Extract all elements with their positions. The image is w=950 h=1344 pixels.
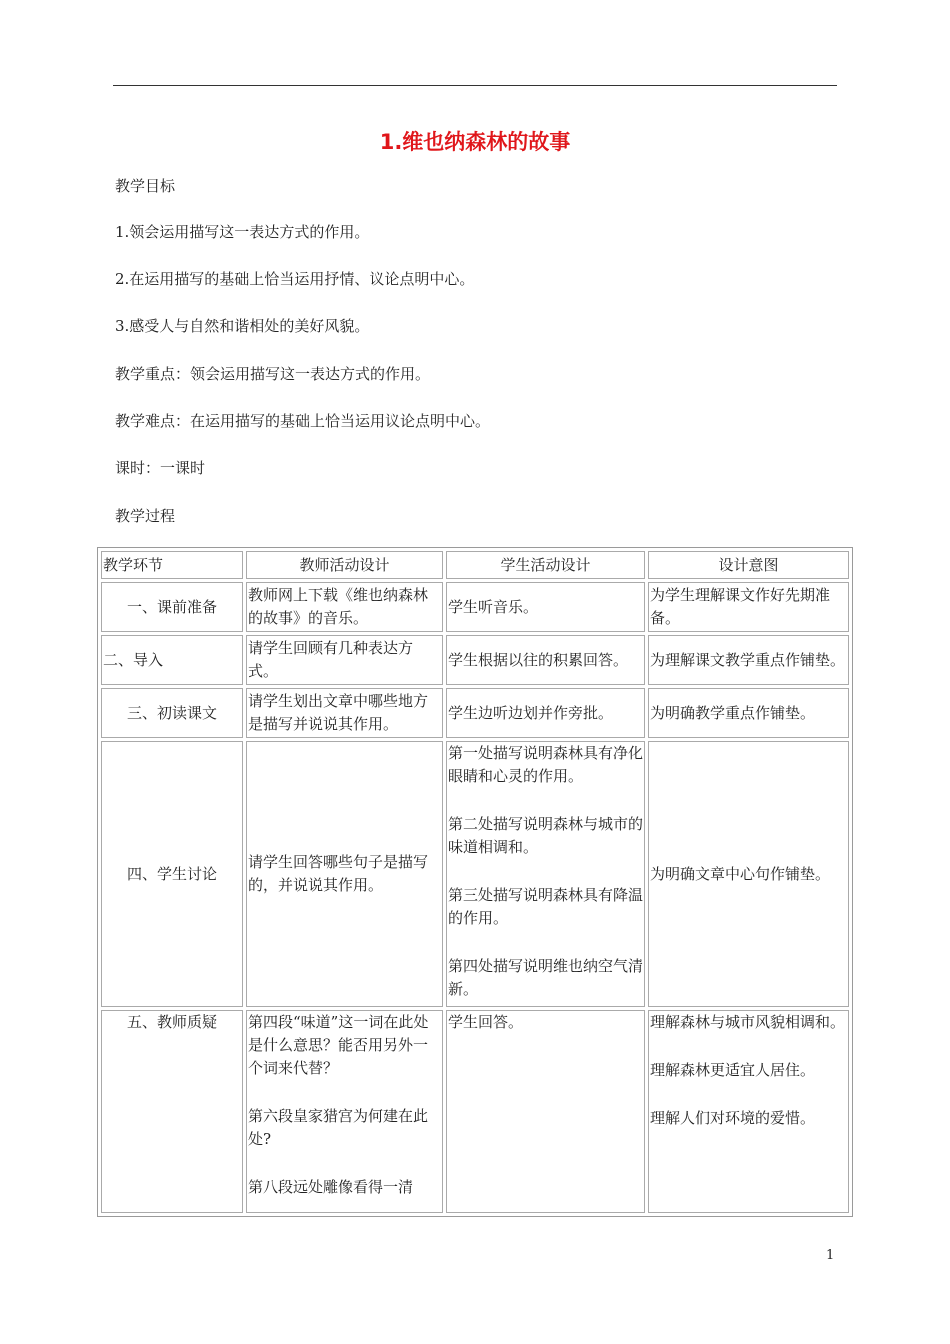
student-cell: 学生回答。 — [446, 1010, 645, 1213]
header-intent: 设计意图 — [648, 551, 849, 579]
table-header-row — [101, 551, 849, 579]
student-answer-3: 第三处描写说明森林具有降温的作用。 — [448, 886, 644, 927]
header-rule — [113, 85, 837, 86]
teacher-cell: 请学生回答哪些句子是描写的，并说说其作用。 — [246, 741, 443, 1007]
header-student: 学生活动设计 — [446, 551, 645, 579]
stage-cell: 五、教师质疑 — [101, 1010, 243, 1213]
stage-cell: 一、课前准备 — [101, 582, 243, 632]
teacher-cell: 请学生回顾有几种表达方式。 — [246, 635, 443, 685]
student-cell: 学生边听边划并作旁批。 — [446, 688, 645, 738]
header-stage: 教学环节 — [101, 551, 243, 579]
teacher-question-2: 第六段皇家猎宫为何建在此处? — [248, 1107, 429, 1148]
student-cell: 学生听音乐。 — [446, 582, 645, 632]
difficult-point: 教学难点：在运用描写的基础上恰当运用议论点明中心。 — [115, 412, 491, 430]
student-answer-1: 第一处描写说明森林具有净化眼睛和心灵的作用。 — [448, 744, 644, 785]
lesson-table — [97, 547, 853, 1217]
document-title: 1.维也纳森林的故事 — [379, 130, 571, 154]
teacher-question-3: 第八段远处雕像看得一清 — [248, 1178, 414, 1196]
intent-cell: 为明确教学重点作铺垫。 — [648, 688, 849, 738]
intent-cell: 为理解课文教学重点作铺垫。 — [648, 635, 849, 685]
student-cell — [446, 741, 645, 1007]
stage-cell: 三、初读课文 — [101, 688, 243, 738]
goal-item-2: 2.在运用描写的基础上恰当运用抒情、议论点明中心。 — [115, 270, 475, 288]
page-number: 1 — [826, 1248, 835, 1263]
table-row — [101, 635, 849, 685]
student-answer-4: 第四处描写说明维也纳空气清新。 — [448, 957, 644, 998]
table-row — [101, 688, 849, 738]
intent-item-3: 理解人们对环境的爱惜。 — [650, 1109, 816, 1127]
goal-item-3: 3.感受人与自然和谐相处的美好风貌。 — [115, 317, 370, 335]
stage-cell: 四、学生讨论 — [101, 741, 243, 1007]
intent-item-1: 理解森林与城市风貌相调和。 — [650, 1013, 846, 1031]
table-row — [101, 741, 849, 1007]
goal-item-1: 1.领会运用描写这一表达方式的作用。 — [115, 223, 370, 241]
header-teacher: 教师活动设计 — [246, 551, 443, 579]
table-row — [101, 582, 849, 632]
teacher-cell: 教师网上下载《维也纳森林的故事》的音乐。 — [246, 582, 443, 632]
key-point: 教学重点：领会运用描写这一表达方式的作用。 — [115, 365, 431, 383]
stage-cell: 二、导入 — [101, 635, 243, 685]
intent-cell — [648, 1010, 849, 1213]
section-heading-process: 教学过程 — [115, 507, 176, 525]
section-heading-goals: 教学目标 — [115, 177, 176, 195]
intent-cell: 为学生理解课文作好先期准备。 — [648, 582, 849, 632]
teacher-cell — [246, 1010, 443, 1213]
teacher-cell: 请学生划出文章中哪些地方是描写并说说其作用。 — [246, 688, 443, 738]
teacher-question-1: 第四段“味道”这一词在此处是什么意思？能否用另外一个词来代替？ — [248, 1013, 429, 1077]
intent-item-2: 理解森林更适宜人居住。 — [650, 1061, 816, 1079]
table-row — [101, 1010, 849, 1213]
student-answer-2: 第二处描写说明森林与城市的味道相调和。 — [448, 815, 644, 856]
class-hours: 课时：一课时 — [115, 459, 206, 477]
intent-cell: 为明确文章中心句作铺垫。 — [648, 741, 849, 1007]
student-cell: 学生根据以往的积累回答。 — [446, 635, 645, 685]
